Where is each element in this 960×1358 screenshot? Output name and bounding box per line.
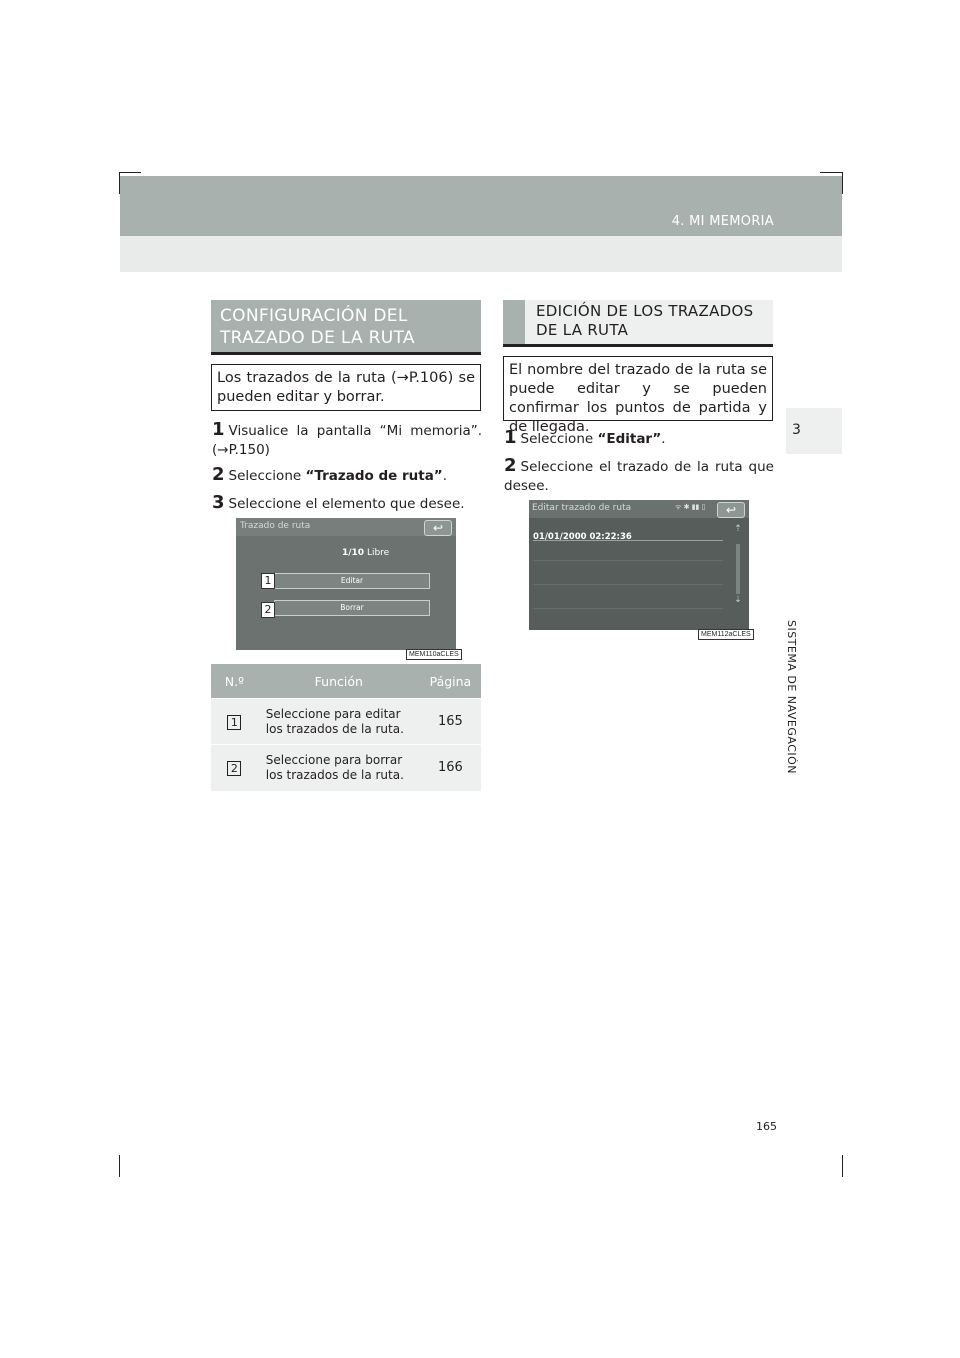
crop-mark	[820, 172, 842, 173]
row-function: Seleccione para editar los trazados de la ruta.	[258, 699, 420, 745]
step-after: .	[442, 468, 447, 484]
edit-route-screen	[529, 500, 749, 630]
step-text: Seleccione	[520, 431, 598, 447]
screen-title: Editar trazado de ruta	[532, 503, 632, 513]
chapter-tab-number: 3	[792, 422, 801, 438]
free-count-value: 1/10	[342, 548, 365, 558]
header-subband	[120, 236, 842, 272]
step-number: 2	[212, 464, 225, 485]
route-list-item[interactable]	[533, 524, 723, 541]
crop-mark	[842, 1155, 843, 1177]
left-intro-box: Los trazados de la ruta (→P.106) se pueden editar y borrar.	[211, 364, 481, 411]
figure-code: MEM110aCLES	[406, 649, 462, 660]
back-button[interactable]	[424, 520, 452, 536]
table-row	[211, 699, 481, 745]
left-section-title-1: CONFIGURACIÓN DEL	[220, 306, 408, 326]
step-number: 1	[504, 427, 517, 448]
scroll-up-button[interactable]	[731, 524, 745, 540]
callout-badge-2: 2	[261, 602, 275, 618]
list-divider	[533, 608, 723, 609]
side-label: SISTEMA DE NAVEGACIÓN	[785, 620, 798, 774]
page-number: 165	[756, 1120, 777, 1133]
list-divider	[533, 584, 723, 585]
left-section-title-2: TRAZADO DE LA RUTA	[220, 328, 415, 348]
route-item-label: 01/01/2000 02:22:36	[533, 532, 632, 542]
scroll-up-icon: ⇡	[734, 524, 742, 534]
left-step-1	[212, 420, 482, 460]
row-page: 165	[420, 699, 481, 745]
step-emphasis: “Editar”	[597, 431, 662, 447]
crop-mark	[119, 172, 141, 173]
row-number: 2	[227, 761, 241, 776]
figure-code: MEM112aCLES	[698, 629, 754, 640]
row-page: 166	[420, 745, 481, 791]
right-section-underline	[503, 344, 773, 347]
step-text: Visualice la pantalla “Mi memoria”. (→P.150)	[212, 423, 482, 458]
screen-title: Trazado de ruta	[240, 521, 311, 531]
col-header-number: N.º	[211, 664, 258, 699]
route-trace-screen	[236, 518, 456, 650]
chapter-tab	[786, 408, 842, 454]
scroll-down-button[interactable]	[731, 595, 745, 611]
crop-mark	[119, 1155, 120, 1177]
edit-button[interactable]	[274, 573, 430, 589]
header-band	[120, 176, 842, 236]
right-section-marker	[503, 300, 525, 344]
left-section-underline	[211, 352, 481, 355]
list-divider	[533, 560, 723, 561]
row-number: 1	[227, 715, 241, 730]
delete-button-label: Borrar	[340, 603, 364, 612]
right-section-title-2: DE LA RUTA	[536, 321, 629, 339]
scrollbar[interactable]	[736, 544, 740, 594]
col-header-page: Página	[420, 664, 481, 699]
edit-button-label: Editar	[340, 576, 364, 585]
right-step-2	[504, 456, 774, 496]
crop-mark	[842, 172, 843, 194]
table-header-row	[211, 664, 481, 699]
free-count	[342, 548, 389, 558]
col-header-function: Función	[258, 664, 420, 699]
delete-button[interactable]	[274, 600, 430, 616]
row-function: Seleccione para borrar los trazados de la ruta.	[258, 745, 420, 791]
status-icons: ᯤ ✱ ▮▮ ▯	[675, 503, 706, 511]
right-section-title-1: EDICIÓN DE LOS TRAZADOS	[536, 302, 754, 320]
back-icon: ↩	[725, 503, 737, 517]
table-row	[211, 745, 481, 791]
step-number: 3	[212, 492, 225, 513]
step-number: 1	[212, 419, 225, 440]
step-after: .	[661, 431, 666, 447]
step-emphasis: “Trazado de ruta”	[305, 468, 443, 484]
step-text: Seleccione	[228, 468, 306, 484]
function-table	[211, 664, 481, 791]
free-count-label: Libre	[366, 548, 390, 558]
back-icon: ↩	[432, 521, 444, 535]
step-text: Seleccione el elemento que desee.	[228, 496, 465, 512]
step-text: Seleccione el trazado de la ruta que desee.	[504, 459, 774, 494]
right-intro-box: El nombre del trazado de la ruta se puede editar y se pueden confirmar los puntos de partida y de llegada.	[503, 356, 773, 421]
right-step-1	[504, 428, 774, 449]
scroll-down-icon: ⇣	[734, 595, 742, 605]
back-button[interactable]	[717, 502, 745, 518]
left-step-2	[212, 465, 482, 486]
step-number: 2	[504, 455, 517, 476]
left-step-3	[212, 493, 482, 514]
callout-badge-1: 1	[261, 573, 275, 589]
chapter-title: 4. MI MEMORIA	[671, 214, 774, 229]
